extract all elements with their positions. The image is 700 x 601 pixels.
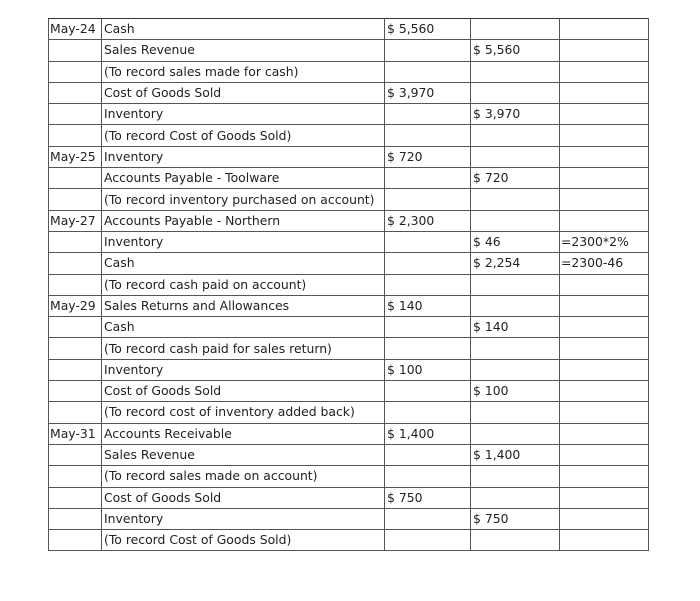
journal-row [49,210,649,231]
note-cell [560,104,649,125]
journal-row [49,317,649,338]
credit-cell [471,61,560,82]
debit-cell [385,402,471,423]
debit-cell: $ 5,560 [385,19,471,40]
account-cell: Sales Returns and Allowances [102,295,385,316]
credit-cell [471,82,560,103]
journal-row [49,487,649,508]
date-cell [49,61,102,82]
journal-row [49,61,649,82]
note-cell [560,274,649,295]
journal-row [49,168,649,189]
credit-cell [471,487,560,508]
journal-body [49,19,649,551]
date-cell [49,125,102,146]
debit-cell [385,40,471,61]
note-cell [560,210,649,231]
debit-cell: $ 750 [385,487,471,508]
credit-cell [471,423,560,444]
account-cell: Cash [102,317,385,338]
note-cell [560,19,649,40]
journal-row [49,402,649,423]
debit-cell [385,168,471,189]
account-cell: Cost of Goods Sold [102,487,385,508]
account-cell: Sales Revenue [102,40,385,61]
account-cell: Accounts Payable - Northern [102,210,385,231]
account-cell: Cost of Goods Sold [102,381,385,402]
debit-cell: $ 1,400 [385,423,471,444]
debit-cell [385,444,471,465]
note-cell [560,317,649,338]
credit-cell [471,125,560,146]
date-cell: May-27 [49,210,102,231]
account-cell: Inventory [102,104,385,125]
debit-cell: $ 100 [385,359,471,380]
journal-row [49,146,649,167]
journal-row [49,508,649,529]
date-cell [49,104,102,125]
account-cell: Accounts Payable - Toolware [102,168,385,189]
credit-cell [471,530,560,551]
note-cell [560,402,649,423]
journal-row [49,82,649,103]
journal-row [49,466,649,487]
journal-row [49,231,649,252]
credit-cell: $ 2,254 [471,253,560,274]
journal-row [49,125,649,146]
credit-cell [471,189,560,210]
credit-cell [471,402,560,423]
account-cell: Cash [102,253,385,274]
credit-cell [471,295,560,316]
date-cell [49,317,102,338]
account-cell: Accounts Receivable [102,423,385,444]
date-cell [49,444,102,465]
account-cell: Inventory [102,231,385,252]
date-cell [49,82,102,103]
journal-row [49,19,649,40]
note-cell [560,466,649,487]
note-cell [560,82,649,103]
date-cell [49,508,102,529]
journal-row [49,189,649,210]
account-cell: (To record sales made for cash) [102,61,385,82]
credit-cell: $ 3,970 [471,104,560,125]
credit-cell: $ 46 [471,231,560,252]
account-cell: Sales Revenue [102,444,385,465]
journal-row [49,40,649,61]
date-cell: May-29 [49,295,102,316]
note-cell [560,189,649,210]
credit-cell: $ 5,560 [471,40,560,61]
account-cell: (To record cash paid for sales return) [102,338,385,359]
note-cell [560,487,649,508]
credit-cell [471,338,560,359]
note-cell [560,40,649,61]
date-cell [49,402,102,423]
date-cell [49,40,102,61]
credit-cell [471,466,560,487]
journal-entries-table [48,18,649,551]
journal-row [49,253,649,274]
date-cell [49,530,102,551]
account-cell: Inventory [102,508,385,529]
journal-row [49,444,649,465]
note-cell [560,359,649,380]
credit-cell: $ 720 [471,168,560,189]
date-cell [49,359,102,380]
journal-row [49,381,649,402]
debit-cell [385,381,471,402]
date-cell [49,338,102,359]
date-cell [49,487,102,508]
note-cell: =2300-46 [560,253,649,274]
credit-cell: $ 100 [471,381,560,402]
debit-cell: $ 720 [385,146,471,167]
credit-cell: $ 140 [471,317,560,338]
debit-cell [385,125,471,146]
debit-cell [385,253,471,274]
debit-cell: $ 3,970 [385,82,471,103]
debit-cell [385,338,471,359]
debit-cell [385,274,471,295]
debit-cell [385,231,471,252]
note-cell [560,508,649,529]
note-cell [560,168,649,189]
date-cell [49,231,102,252]
date-cell [49,253,102,274]
account-cell: (To record cost of inventory added back) [102,402,385,423]
date-cell [49,381,102,402]
credit-cell [471,146,560,167]
note-cell [560,444,649,465]
debit-cell [385,104,471,125]
account-cell: (To record sales made on account) [102,466,385,487]
date-cell [49,466,102,487]
account-cell: (To record Cost of Goods Sold) [102,125,385,146]
journal-row [49,274,649,295]
debit-cell [385,317,471,338]
journal-row [49,295,649,316]
note-cell [560,338,649,359]
account-cell: Inventory [102,146,385,167]
date-cell: May-31 [49,423,102,444]
date-cell [49,168,102,189]
journal-row [49,423,649,444]
account-cell: Cash [102,19,385,40]
date-cell: May-24 [49,19,102,40]
journal-row [49,530,649,551]
account-cell: (To record cash paid on account) [102,274,385,295]
note-cell [560,125,649,146]
account-cell: Cost of Goods Sold [102,82,385,103]
debit-cell [385,466,471,487]
account-cell: Inventory [102,359,385,380]
debit-cell: $ 140 [385,295,471,316]
date-cell [49,274,102,295]
credit-cell [471,210,560,231]
debit-cell [385,189,471,210]
credit-cell [471,19,560,40]
note-cell [560,295,649,316]
credit-cell: $ 750 [471,508,560,529]
debit-cell [385,508,471,529]
note-cell [560,423,649,444]
debit-cell [385,61,471,82]
date-cell: May-25 [49,146,102,167]
date-cell [49,189,102,210]
credit-cell: $ 1,400 [471,444,560,465]
debit-cell [385,530,471,551]
journal-row [49,338,649,359]
journal-row [49,359,649,380]
credit-cell [471,359,560,380]
account-cell: (To record inventory purchased on account) [102,189,385,210]
note-cell [560,61,649,82]
note-cell: =2300*2% [560,231,649,252]
journal-row [49,104,649,125]
note-cell [560,381,649,402]
note-cell [560,146,649,167]
debit-cell: $ 2,300 [385,210,471,231]
account-cell: (To record Cost of Goods Sold) [102,530,385,551]
note-cell [560,530,649,551]
credit-cell [471,274,560,295]
